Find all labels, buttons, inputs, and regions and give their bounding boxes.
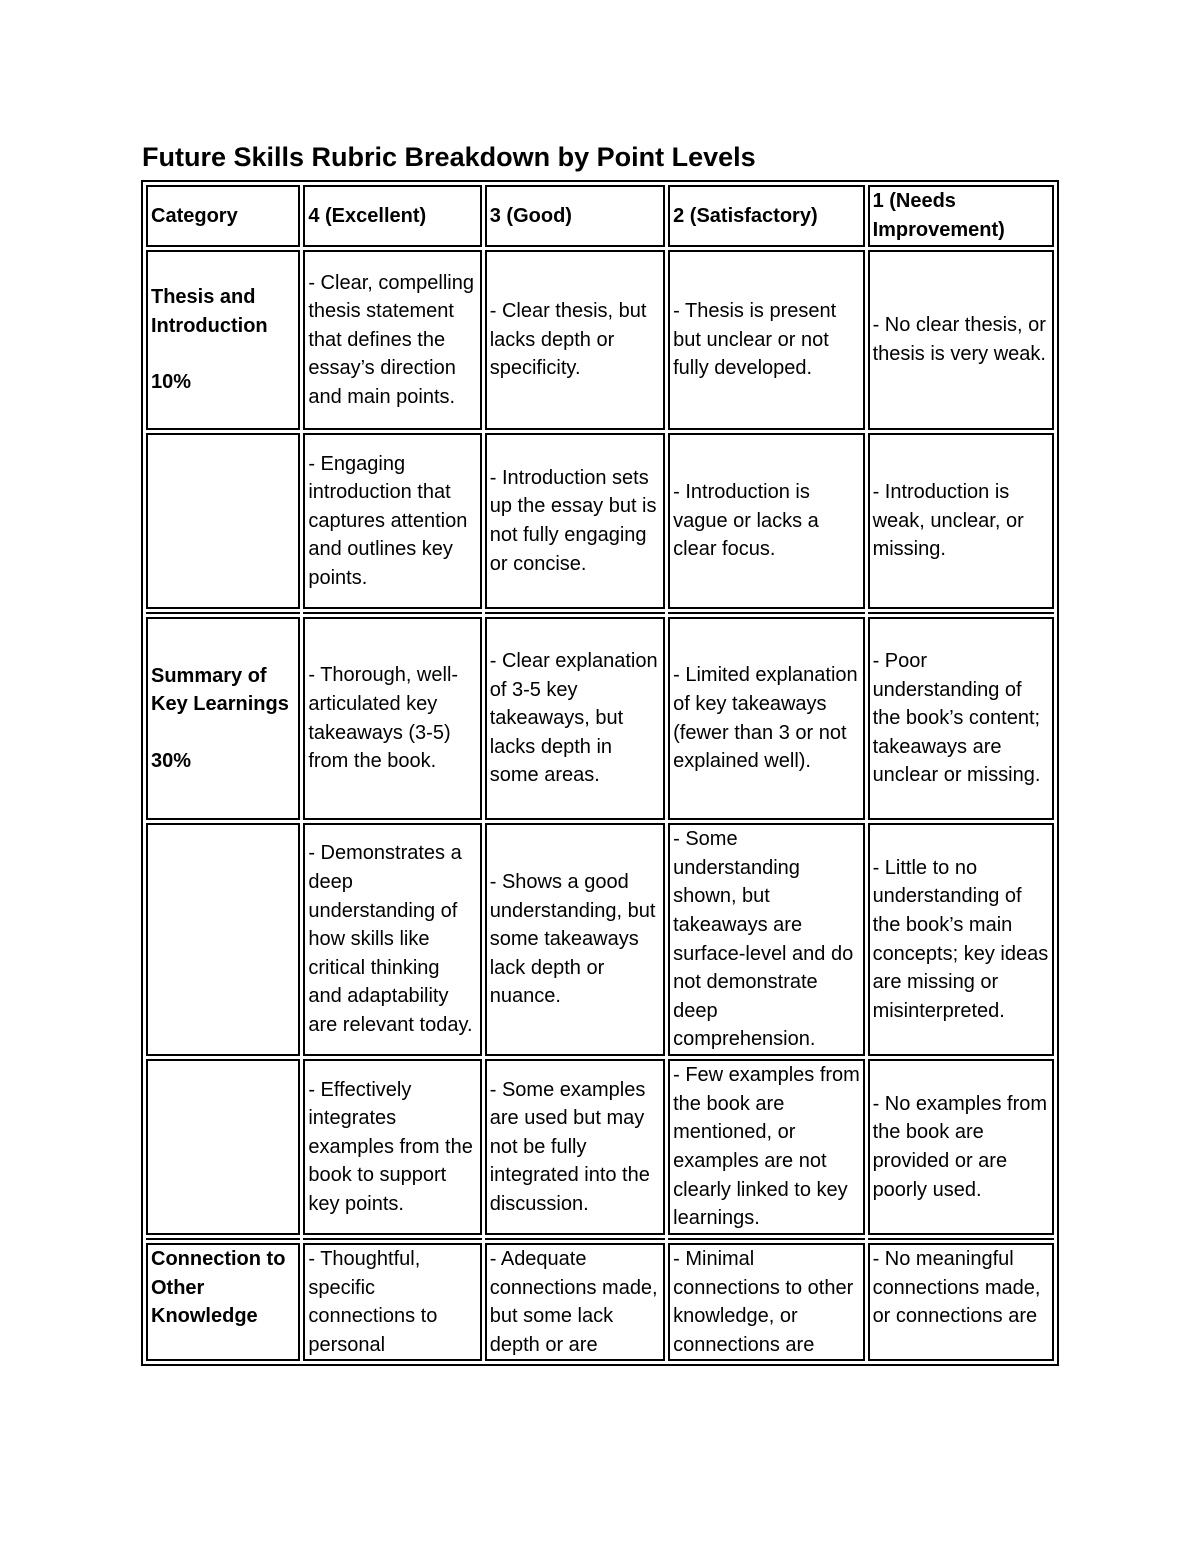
cell-level-2: - Few examples from the book are mentioned, or examples are not clearly linked to key learnings. <box>668 1059 864 1235</box>
table-row <box>146 617 1054 820</box>
cell-level-2: - Thesis is present but unclear or not fully developed. <box>668 250 864 430</box>
header-row <box>146 185 1054 247</box>
category-cell <box>146 823 300 1056</box>
cell-level-4: - Demonstrates a deep understanding of how skills like critical thinking and adaptability are relevant today. <box>303 823 481 1056</box>
divider-cell <box>868 612 1054 614</box>
cell-level-3: - Clear explanation of 3-5 key takeaways, but lacks depth in some areas. <box>485 617 665 820</box>
category-cell <box>146 1059 300 1235</box>
divider-cell <box>668 612 864 614</box>
divider-cell <box>303 1238 481 1240</box>
table-row <box>146 1059 1054 1235</box>
page-title: Future Skills Rubric Breakdown by Point Levels <box>142 142 756 172</box>
cell-level-4: - Thorough, well-articulated key takeaways (3-5) from the book. <box>303 617 481 820</box>
section-divider <box>146 612 1054 614</box>
cell-level-1: - No examples from the book are provided or are poorly used. <box>868 1059 1054 1235</box>
divider-cell <box>485 612 665 614</box>
category-weight: 30% <box>151 749 192 772</box>
cell-level-2: - Minimal connections to other knowledge, or connections are <box>668 1243 864 1361</box>
cell-level-4: - Effectively integrates examples from the book to support key points. <box>303 1059 481 1235</box>
header-level-1: 1 (Needs Improvement) <box>868 185 1054 247</box>
divider-cell <box>146 1238 300 1240</box>
cell-level-3: - Adequate connections made, but some lack depth or are <box>485 1243 665 1361</box>
header-category: Category <box>146 185 300 247</box>
cell-level-2: - Some understanding shown, but takeaways are surface-level and do not demonstrate deep comprehension. <box>668 823 864 1056</box>
rubric-table <box>141 180 1059 1366</box>
header-level-4: 4 (Excellent) <box>303 185 481 247</box>
table-row <box>146 433 1054 609</box>
category-name: Connection to Other Knowledge <box>151 1248 286 1328</box>
table-row <box>146 823 1054 1056</box>
section-divider <box>146 1238 1054 1240</box>
cell-level-3: - Some examples are used but may not be fully integrated into the discussion. <box>485 1059 665 1235</box>
cell-level-4: - Engaging introduction that captures attention and outlines key points. <box>303 433 481 609</box>
cell-level-2: - Introduction is vague or lacks a clear focus. <box>668 433 864 609</box>
category-cell <box>146 617 300 820</box>
category-weight: 10% <box>151 371 192 394</box>
cell-level-4: - Clear, compelling thesis statement that defines the essay’s direction and main points. <box>303 250 481 430</box>
divider-cell <box>868 1238 1054 1240</box>
cell-level-1: - Introduction is weak, unclear, or missing. <box>868 433 1054 609</box>
header-level-3: 3 (Good) <box>485 185 665 247</box>
cell-level-1: - No clear thesis, or thesis is very weak. <box>868 250 1054 430</box>
header-level-2: 2 (Satisfactory) <box>668 185 864 247</box>
category-cell <box>146 1243 300 1361</box>
category-cell <box>146 250 300 430</box>
cell-level-1: - No meaningful connections made, or connections are <box>868 1243 1054 1361</box>
category-name: Summary of Key Learnings <box>151 664 289 716</box>
divider-cell <box>668 1238 864 1240</box>
cell-level-1: - Little to no understanding of the book’s main concepts; key ideas are missing or misinterpreted. <box>868 823 1054 1056</box>
cell-level-1: - Poor understanding of the book’s content; takeaways are unclear or missing. <box>868 617 1054 820</box>
divider-cell <box>485 1238 665 1240</box>
category-name: Thesis and Introduction <box>151 286 268 337</box>
category-cell <box>146 433 300 609</box>
cell-level-3: - Shows a good understanding, but some takeaways lack depth or nuance. <box>485 823 665 1056</box>
cell-level-3: - Clear thesis, but lacks depth or specificity. <box>485 250 665 430</box>
divider-cell <box>303 612 481 614</box>
table-row <box>146 1243 1054 1361</box>
cell-level-3: - Introduction sets up the essay but is not fully engaging or concise. <box>485 433 665 609</box>
cell-level-4: - Thoughtful, specific connections to personal <box>303 1243 481 1361</box>
cell-level-2: - Limited explanation of key takeaways (fewer than 3 or not explained well). <box>668 617 864 820</box>
divider-cell <box>146 612 300 614</box>
table-row <box>146 250 1054 430</box>
